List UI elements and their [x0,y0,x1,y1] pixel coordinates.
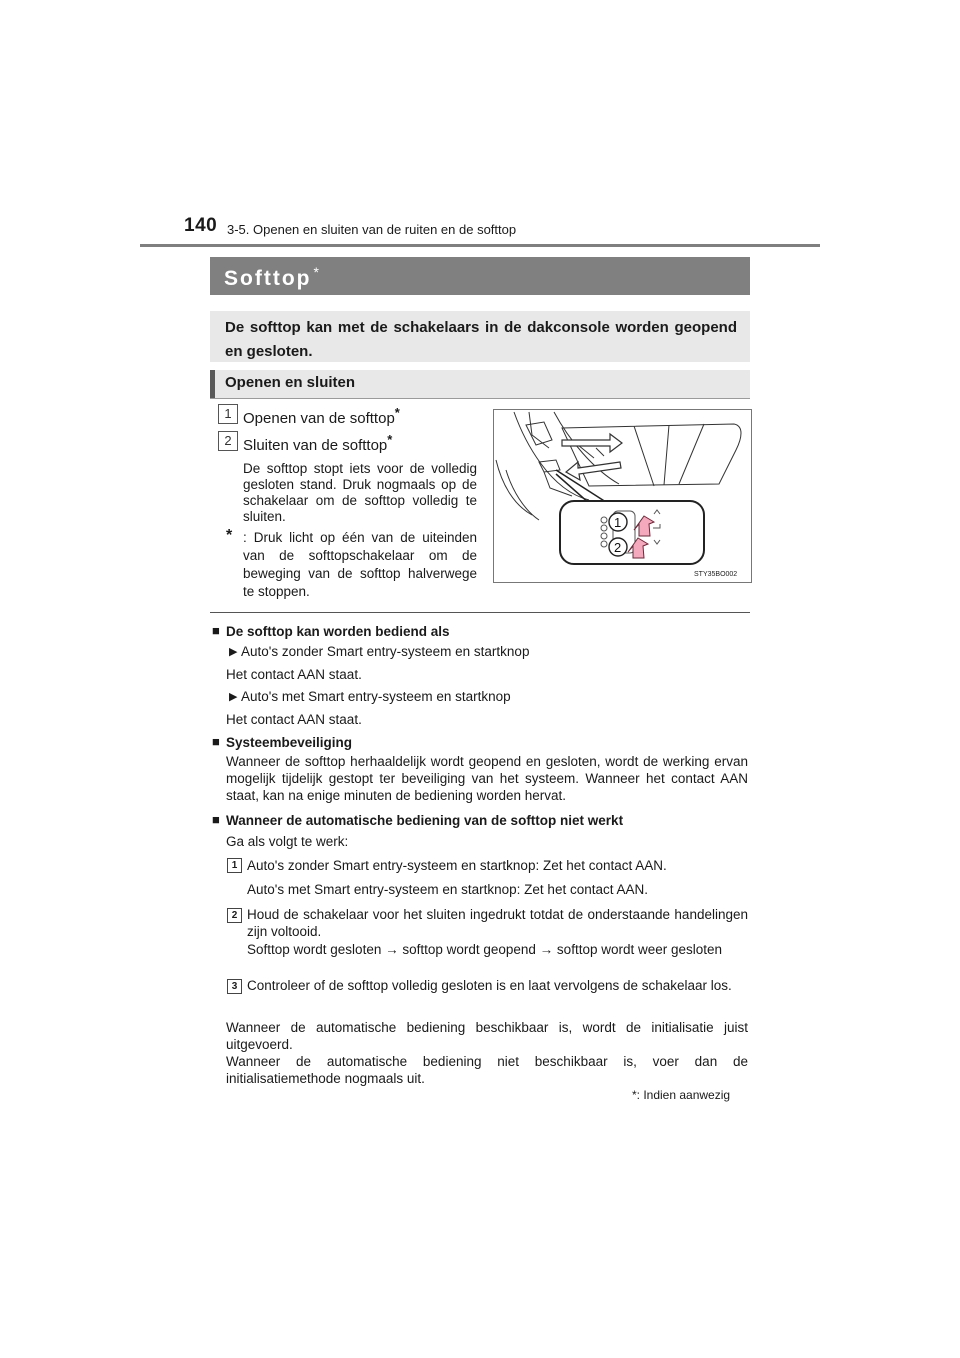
triangle-bullet-icon: ▶ [229,646,238,658]
bullet-square: ■ [212,623,220,638]
footnote-asterisk: * [226,527,233,544]
page-title-text: Softtop [224,267,312,290]
section-heading [210,370,750,399]
item-1-text: Openen van de softtop [243,410,395,427]
softtop-switch-illustration [493,409,752,583]
footnote-item-text: : Druk licht op één van de uiteinden van de softtopschakelaar om de beweging van de softtop halverwege te stoppen. [243,530,477,599]
item-label-2 [243,432,392,454]
callout-2: 2 [614,540,622,555]
intro-text: De softtop kan met de schakelaars in de dakconsole worden geopend en gesloten. [225,319,737,360]
bullet-square: ■ [212,812,220,827]
callout-1: 1 [614,515,622,530]
triangle-bullet-icon: ▶ [229,691,238,703]
step-1-line-2: Auto's met Smart entry-systeem en startknop: Zet het contact AAN. [247,882,648,897]
running-header: 3-5. Openen en sluiten van de ruiten en de softtop [227,222,517,237]
step-3-text: Controleer of de softtop volledig gesloten is en laat vervolgens de schakelaar los. [247,978,732,993]
title-bar [210,257,750,295]
operable-heading: De softtop kan worden bediend als [226,624,450,639]
item-2-note: De softtop stopt iets voor de volledig gesloten stand. Druk nogmaals op de schakelaar om de softtop volledig te sluiten. [243,461,477,524]
operable-case-1-text: Het contact AAN staat. [226,667,362,682]
page-number: 140 [184,215,218,236]
title-asterisk: * [313,264,321,280]
step-number-1: 1 [227,858,242,873]
item-1-asterisk: * [394,405,400,420]
item-number-1: 1 [218,404,238,424]
protection-heading: Systeembeveiliging [226,735,353,750]
step-number-3: 3 [227,979,242,994]
step-2-sequence: Softtop wordt gesloten → softtop wordt geopend → softtop wordt weer gesloten [247,942,723,957]
header-rule [140,244,820,247]
item-label-1 [243,405,400,427]
item-number-2: 2 [218,431,238,451]
item-2-asterisk: * [387,432,393,447]
step-number-2: 2 [227,908,242,923]
section-heading-text: Openen en sluiten [225,374,356,391]
section-marker [210,370,215,398]
auto-fail-closing-2: Wanneer de automatische bediening niet beschikbaar is, voer dan de initialisatiemethode nogmaals uit. [226,1054,748,1086]
illustration-code: STY35BO002 [694,571,738,578]
operable-case-2-text: Het contact AAN staat. [226,712,362,727]
section-divider [210,612,750,613]
operable-case-2-label: Auto's met Smart entry-systeem en startknop [241,689,511,704]
auto-fail-closing-1: Wanneer de automatische bediening beschikbaar is, wordt de initialisatie juist uitgevoerd. [226,1020,748,1052]
operable-case-1-label: Auto's zonder Smart entry-systeem en startknop [241,644,530,659]
auto-fail-heading: Wanneer de automatische bediening van de softtop niet werkt [226,813,624,828]
auto-fail-intro: Ga als volgt te werk: [226,834,349,849]
intro-box [210,311,750,362]
illustration-drawing [494,410,751,582]
page-title [224,264,321,291]
bullet-square: ■ [212,734,220,749]
step-2-text: Houd de schakelaar voor het sluiten ingedrukt totdat de onderstaande handelingen zijn voltooid. [247,907,748,939]
page-footnote: *: Indien aanwezig [632,1088,731,1102]
step-1-line-1: Auto's zonder Smart entry-systeem en startknop: Zet het contact AAN. [247,858,667,873]
protection-text: Wanneer de softtop herhaaldelijk wordt geopend en gesloten, wordt de werking ervan mogelijk tijdelijk gestopt ter beveiliging van het systeem. Wanneer het contact AAN staat, kan na enige minuten de bediening worden hervat. [226,754,748,803]
item-2-text: Sluiten van de softtop [243,437,388,454]
